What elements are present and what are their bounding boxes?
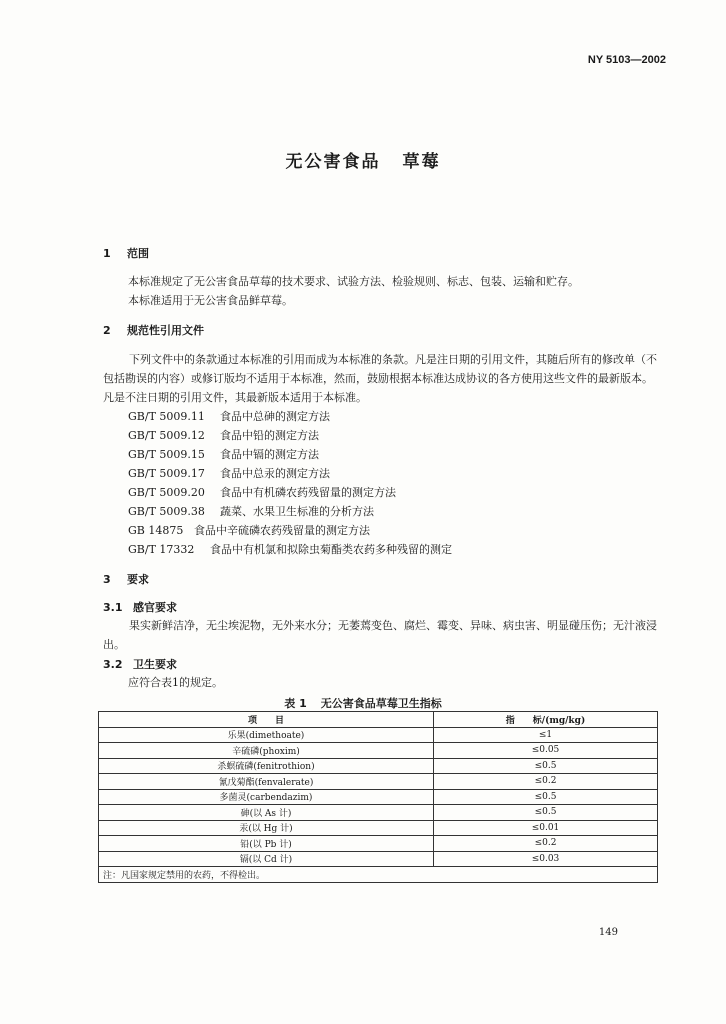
section-2-heading bbox=[103, 322, 204, 338]
reference-code: GB/T 5009.12 bbox=[128, 429, 205, 442]
reference-item bbox=[128, 408, 330, 424]
row-item: 镉(以 Cd 计) bbox=[99, 851, 434, 867]
section-3-title: 要求 bbox=[127, 573, 149, 586]
table-row bbox=[99, 820, 658, 836]
column-header-value: 指 标/(mg/kg) bbox=[434, 712, 658, 728]
table-row bbox=[99, 774, 658, 790]
row-value: ≤0.05 bbox=[434, 743, 658, 759]
reference-title: 食品中有机磷农药残留量的测定方法 bbox=[220, 486, 396, 499]
row-value: ≤0.5 bbox=[434, 805, 658, 821]
subsection-3-1-number: 3.1 bbox=[103, 601, 123, 614]
table-caption-text: 无公害食品草莓卫生指标 bbox=[320, 697, 442, 710]
reference-title: 蔬菜、水果卫生标准的分析方法 bbox=[220, 505, 374, 518]
section-1-title: 范围 bbox=[127, 247, 149, 260]
standard-code: NY 5103—2002 bbox=[587, 54, 666, 66]
subsection-3-2-title: 卫生要求 bbox=[133, 658, 177, 671]
reference-item bbox=[128, 522, 370, 538]
section-1-number: 1 bbox=[103, 247, 111, 260]
table-note-row bbox=[99, 867, 658, 883]
section-3-heading bbox=[103, 571, 149, 587]
page-number: 149 bbox=[598, 927, 618, 938]
table-note: 注：凡国家规定禁用的农药，不得检出。 bbox=[99, 867, 658, 883]
row-item: 杀螟硫磷(fenitrothion) bbox=[99, 758, 434, 774]
hygiene-table bbox=[98, 711, 658, 883]
table-caption bbox=[0, 695, 726, 711]
table-row bbox=[99, 727, 658, 743]
table-row bbox=[99, 836, 658, 852]
section-1-heading bbox=[103, 245, 149, 261]
row-item: 汞(以 Hg 计) bbox=[99, 820, 434, 836]
row-value: ≤0.01 bbox=[434, 820, 658, 836]
title-part2: 草莓 bbox=[402, 152, 441, 172]
reference-code: GB/T 5009.15 bbox=[128, 448, 205, 461]
table-row bbox=[99, 851, 658, 867]
reference-code: GB/T 5009.11 bbox=[128, 410, 205, 423]
reference-item bbox=[128, 427, 319, 443]
reference-title: 食品中总汞的测定方法 bbox=[220, 467, 330, 480]
title-part1: 无公害食品 bbox=[285, 152, 381, 172]
table-row bbox=[99, 789, 658, 805]
row-item: 多菌灵(carbendazim) bbox=[99, 789, 434, 805]
reference-item bbox=[128, 465, 330, 481]
row-value: ≤1 bbox=[434, 727, 658, 743]
row-value: ≤0.2 bbox=[434, 836, 658, 852]
table-row bbox=[99, 758, 658, 774]
section-1-line-2: 本标准适用于无公害食品鲜草莓。 bbox=[128, 294, 293, 307]
reference-title: 食品中有机氯和拟除虫菊酯类农药多种残留的测定 bbox=[210, 543, 452, 556]
subsection-3-2-number: 3.2 bbox=[103, 658, 123, 671]
table-row bbox=[99, 743, 658, 759]
subsection-3-1-text: 果实新鲜洁净，无尘埃泥物，无外来水分；无萎蔫变色、腐烂、霉变、异味、病虫害、明显碰压伤；无汁液浸出。 bbox=[103, 619, 657, 651]
subsection-3-1-title: 感官要求 bbox=[133, 601, 177, 614]
section-2-title: 规范性引用文件 bbox=[127, 324, 204, 337]
table-header-row bbox=[99, 712, 658, 728]
subsection-3-2-heading bbox=[103, 656, 177, 672]
reference-code: GB 14875 bbox=[128, 524, 184, 537]
section-1-line-1: 本标准规定了无公害食品草莓的技术要求、试验方法、检验规则、标志、包装、运输和贮存。 bbox=[128, 275, 579, 288]
reference-title: 食品中辛硫磷农药残留量的测定方法 bbox=[194, 524, 370, 537]
reference-code: GB/T 5009.38 bbox=[128, 505, 205, 518]
row-item: 铅(以 Pb 计) bbox=[99, 836, 434, 852]
reference-title: 食品中总砷的测定方法 bbox=[220, 410, 330, 423]
reference-code: GB/T 5009.20 bbox=[128, 486, 205, 499]
row-item: 砷(以 As 计) bbox=[99, 805, 434, 821]
row-value: ≤0.5 bbox=[434, 789, 658, 805]
row-value: ≤0.03 bbox=[434, 851, 658, 867]
column-header-item: 项 目 bbox=[99, 712, 434, 728]
row-item: 氰戊菊酯(fenvalerate) bbox=[99, 774, 434, 790]
table-row bbox=[99, 805, 658, 821]
section-2-number: 2 bbox=[103, 324, 111, 337]
reference-code: GB/T 5009.17 bbox=[128, 467, 205, 480]
reference-item bbox=[128, 484, 396, 500]
reference-title: 食品中铅的测定方法 bbox=[220, 429, 319, 442]
reference-item bbox=[128, 446, 319, 462]
subsection-3-1-heading bbox=[103, 599, 177, 615]
subsection-3-2-text: 应符合表1的规定。 bbox=[128, 676, 223, 689]
reference-title: 食品中镉的测定方法 bbox=[220, 448, 319, 461]
row-value: ≤0.5 bbox=[434, 758, 658, 774]
section-3-number: 3 bbox=[103, 573, 111, 586]
reference-item bbox=[128, 503, 374, 519]
row-item: 辛硫磷(phoxim) bbox=[99, 743, 434, 759]
reference-item bbox=[128, 541, 452, 557]
section-2-intro: 下列文件中的条款通过本标准的引用而成为本标准的条款。凡是注日期的引用文件，其随后所有的修改单（不包括勘误的内容）或修订版均不适用于本标准，然而，鼓励根据本标准达成协议的各方使用这些文件的最新版本。凡是不注日期的引用文件，其最新版本适用于本标准。 bbox=[103, 353, 657, 404]
reference-code: GB/T 17332 bbox=[128, 543, 195, 556]
row-item: 乐果(dimethoate) bbox=[99, 727, 434, 743]
table-label: 表 1 bbox=[284, 697, 307, 710]
row-value: ≤0.2 bbox=[434, 774, 658, 790]
document-title bbox=[0, 147, 726, 172]
